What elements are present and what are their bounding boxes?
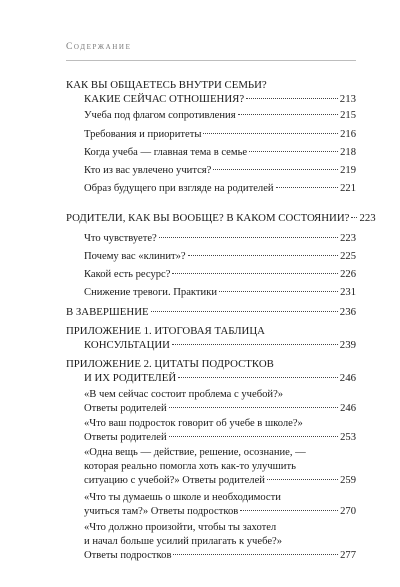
toc-page-number: 225 <box>340 251 356 262</box>
toc-page-number: 253 <box>340 432 356 444</box>
dot-leader <box>240 510 338 511</box>
toc-entry-title: «Что ты думаешь о школе и необходимости <box>84 492 281 503</box>
toc-page-number: 221 <box>340 183 356 194</box>
toc-entry-title: Кто из вас увлечено учится? <box>84 165 212 176</box>
toc-page-number: 223 <box>340 233 356 244</box>
toc-entry-title: В ЗАВЕРШЕНИЕ <box>66 306 149 318</box>
toc-entry-title: Ответы подростков <box>84 550 172 562</box>
dot-leader <box>172 344 338 345</box>
toc-page-number: 246 <box>339 372 356 385</box>
toc-entry-title: ПРИЛОЖЕНИЕ 1. ИТОГОВАЯ ТАБЛИЦА <box>66 325 265 337</box>
toc-entry-title: КАК ВЫ ОБЩАЕТЕСЬ ВНУТРИ СЕМЬИ? <box>66 79 267 91</box>
toc-page-number: 218 <box>340 147 356 158</box>
dot-leader <box>151 311 338 312</box>
dot-leader <box>249 151 338 152</box>
dot-leader <box>173 554 338 555</box>
toc-chapter-entry[interactable] <box>66 211 376 225</box>
toc-page-number: 259 <box>340 475 356 487</box>
toc-section-entry[interactable] <box>84 109 356 123</box>
toc-entry-title: КАКИЕ СЕЙЧАС ОТНОШЕНИЯ? <box>84 93 245 106</box>
toc-entry-title: «Одна вещь — действие, решение, осознание, — <box>84 447 306 458</box>
toc-entry-title: Учеба под флагом сопротивления <box>84 110 236 121</box>
dot-leader <box>267 479 338 480</box>
toc-section-entry[interactable] <box>84 417 356 445</box>
toc-entry-title: Что чувствуете? <box>84 233 157 244</box>
dot-leader <box>159 237 338 238</box>
toc-chapter-entry[interactable] <box>66 78 356 106</box>
toc-section-entry[interactable] <box>84 128 356 142</box>
dot-leader <box>169 436 338 437</box>
toc-entry-title: Когда учеба — главная тема в семье <box>84 147 248 158</box>
toc-page-number: 216 <box>340 129 356 140</box>
toc-entry-title: которая реально помогла хоть как-то улучшить <box>84 461 296 473</box>
toc-section-entry[interactable] <box>84 232 356 246</box>
toc-entry-title: Почему вас «клинит»? <box>84 251 186 262</box>
toc-section-entry[interactable] <box>84 268 356 282</box>
toc-page-number: 213 <box>339 93 356 106</box>
toc-entry-title: И ИХ РОДИТЕЛЕЙ <box>84 372 177 385</box>
dot-leader <box>246 98 338 99</box>
toc-section-entry[interactable] <box>84 491 356 519</box>
toc-chapter-entry[interactable] <box>66 324 356 352</box>
toc-page-number: 239 <box>339 339 356 352</box>
toc-entry-title: «Что ваш подросток говорит об учебе в школе?» <box>84 418 303 429</box>
toc-section-entry[interactable] <box>84 146 356 160</box>
toc-entry-title: РОДИТЕЛИ, КАК ВЫ ВООБЩЕ? В КАКОМ СОСТОЯНИИ? <box>66 212 350 224</box>
toc-page-number: 226 <box>340 269 356 280</box>
toc-entry-title: Ответы родителей <box>84 403 167 415</box>
dot-leader <box>169 407 338 408</box>
toc-entry-title: Ответы родителей <box>84 432 167 444</box>
dot-leader <box>203 133 338 134</box>
dot-leader <box>178 377 338 378</box>
toc-page-number: 219 <box>340 165 356 176</box>
toc-section-entry[interactable] <box>84 446 356 489</box>
toc-section-entry[interactable] <box>84 164 356 178</box>
toc-section-entry[interactable] <box>84 388 356 416</box>
toc-entry-title: учиться там?» Ответы подростков <box>84 506 239 518</box>
dot-leader <box>219 291 338 292</box>
toc-page-number: 270 <box>340 506 356 518</box>
toc-entry-title: ситуацию с учебой?» Ответы родителей <box>84 475 265 487</box>
toc-entry-title: Требования и приоритеты <box>84 129 202 140</box>
dot-leader <box>188 255 338 256</box>
toc-section-entry[interactable] <box>84 521 356 564</box>
toc-entry-title: Образ будущего при взгляде на родителей <box>84 183 274 194</box>
toc-entry-title: «Что должно произойти, чтобы ты захотел <box>84 522 277 533</box>
toc-entry-title: «В чем сейчас состоит проблема с учебой?» <box>84 389 284 400</box>
dot-leader <box>172 273 338 274</box>
toc-page-number: 223 <box>359 212 376 224</box>
header-rule <box>66 60 356 61</box>
toc-page-number: 215 <box>340 110 356 121</box>
dot-leader <box>276 187 339 188</box>
toc-page-number: 277 <box>340 550 356 562</box>
toc-entry-title: ПРИЛОЖЕНИЕ 2. ЦИТАТЫ ПОДРОСТКОВ <box>66 358 274 370</box>
toc-section-entry[interactable] <box>84 286 356 300</box>
toc-entry-title: Какой есть ресурс? <box>84 269 171 280</box>
toc-section-entry[interactable] <box>84 182 356 196</box>
toc-chapter-entry[interactable] <box>66 305 356 319</box>
dot-leader <box>238 114 339 115</box>
toc-page-number: 236 <box>339 306 356 318</box>
toc-entry-title: и начал больше усилий прилагать к учебе?» <box>84 536 283 548</box>
toc-entry-title: Снижение тревоги. Практики <box>84 287 218 298</box>
toc-page-number: 246 <box>340 403 356 415</box>
toc-chapter-entry[interactable] <box>66 357 356 385</box>
toc-section-entry[interactable] <box>84 250 356 264</box>
toc-entry-title: КОНСУЛЬТАЦИИ <box>84 339 170 352</box>
running-header: Содержание <box>66 42 132 52</box>
toc-page-number: 231 <box>340 287 356 298</box>
dot-leader <box>213 169 338 170</box>
dot-leader <box>351 217 357 218</box>
